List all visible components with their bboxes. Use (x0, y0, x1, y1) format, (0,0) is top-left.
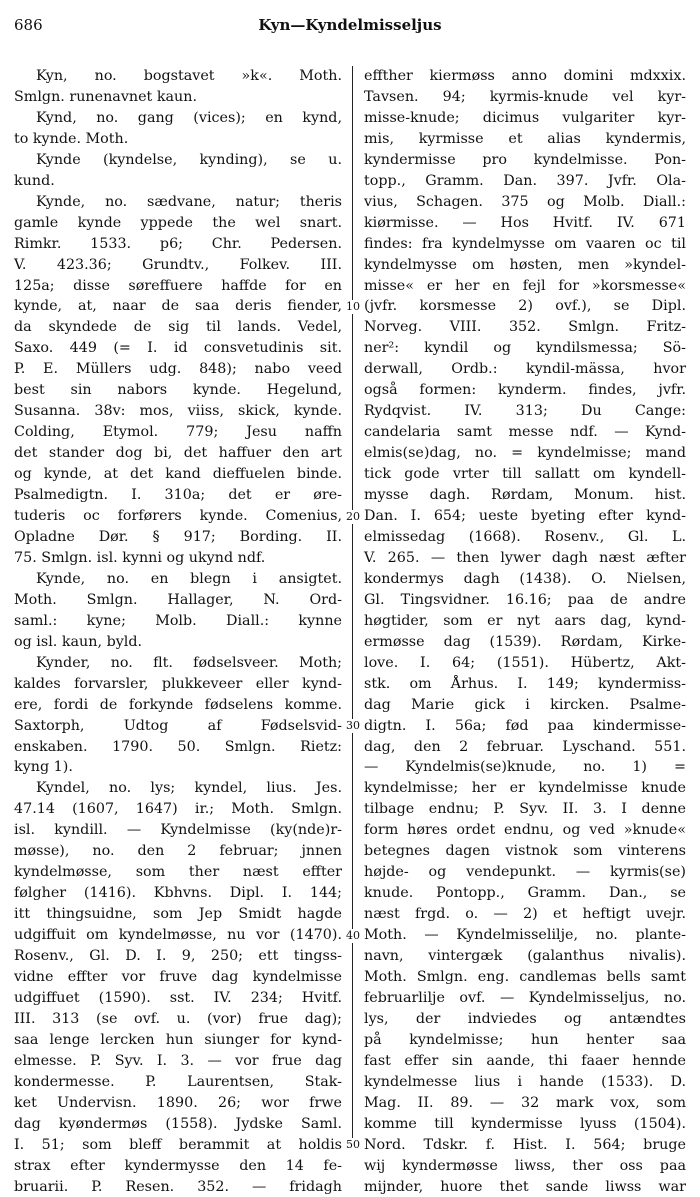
text-line: ner²: kyndil og kyndilsmessa; Sö- (364, 340, 686, 357)
text-line: dag Marie gick i kircken. Psalme- (364, 696, 686, 713)
text-line: ermøsse dag (1539). Rørdam, Kirke- (364, 633, 686, 650)
text-line: Rydqvist. IV. 313; Du Cange: (364, 403, 686, 420)
text-line: Tavsen. 94; kyrmis-knude vel kyr- (364, 88, 686, 105)
text-line: kyndelmisse; her er kyndelmisse knude (364, 780, 686, 797)
text-line: lys, der indviedes og antændtes (364, 1010, 686, 1027)
text-line: Saxo. 449 (= I. id consvetudinis sit. (14, 340, 342, 357)
text-line: wij kyndermøsse liwss, ther oss paa (364, 1157, 686, 1174)
text-line: Kynde, no. sædvane, natur; theris (36, 193, 342, 210)
text-line: kyndermisse pro kyndelmisse. Pon- (364, 151, 686, 168)
text-line: ere, fordi de forkynde fødselens komme. (14, 696, 342, 713)
text-line: ket Undervisn. 1890. 26; wor frwe (14, 1094, 342, 1111)
line-number: 40 (346, 928, 360, 942)
text-line: effther kiermøss anno domini mdxxix. (364, 68, 686, 84)
text-line: saml.: kyne; Molb. Diall.: kynne (14, 612, 342, 629)
text-line: Kynde, no. en blegn i ansigtet. (36, 570, 342, 587)
text-line: I. 51; som bleff berammit at holdis (14, 1136, 342, 1153)
text-line: mysse dagh. Rørdam, Monum. hist. (364, 487, 686, 504)
text-line: Kyn, no. bogstavet »k«. Moth. (36, 68, 342, 84)
text-line: kiørmisse. — Hos Hvitf. IV. 671 (364, 214, 686, 231)
left-column (14, 66, 342, 1197)
text-line: itt thingsuidne, som Jep Smidt hagde (14, 906, 342, 923)
text-line: Nord. Tdskr. f. Hist. I. 564; bruge (364, 1136, 686, 1153)
line-number: 20 (346, 509, 360, 523)
text-line: topp., Gramm. Dan. 397. Jvfr. Ola- (364, 172, 686, 189)
text-line: på kyndelmisse; hun henter saa (364, 1031, 686, 1048)
text-line: Saxtorph, Udtog af Fødselsvid- (14, 717, 342, 734)
text-line: Rimkr. 1533. p6; Chr. Pedersen. (14, 235, 342, 252)
text-line: vius, Schagen. 375 og Molb. Diall.: (364, 193, 686, 210)
text-line: Rosenv., Gl. D. I. 9, 250; ett tingss- (14, 948, 342, 965)
text-line: elmis(se)dag, no. = kyndelmisse; mand (364, 445, 686, 462)
text-line: enskaben. 1790. 50. Smlgn. Rietz: (14, 738, 342, 755)
text-line: tick gode vrter till sallatt om kyndell- (364, 466, 686, 483)
text-line: dag, den 2 februar. Lyschand. 551. (364, 738, 686, 755)
text-line: — Kyndelmis(se)knude, no. 1) = (364, 759, 686, 776)
text-line: dag kyøndermøs (1558). Jydske Saml. (14, 1115, 342, 1132)
text-line: V. 423.36; Grundtv., Folkev. III. (14, 256, 342, 273)
running-head: Kyn—Kyndelmisseljus (258, 16, 442, 34)
text-line: bruarii. P. Resen. 352. — fridagh (14, 1178, 342, 1195)
text-line: P. E. Müllers udg. 848); nabo veed (14, 361, 342, 378)
text-line: isl. kyndill. — Kyndelmisse (ky(nde)r- (14, 822, 342, 839)
text-line: Psalmedigtn. I. 310a; det er øre- (14, 487, 342, 504)
text-line: misse-knude; dicimus vulgariter kyr- (364, 109, 686, 126)
text-line: februarlilje ovf. — Kyndelmisseljus, no. (364, 989, 686, 1006)
text-line: 125a; disse søreffuere haffde for en (14, 277, 342, 294)
text-line: Moth. Smlgn. eng. candlemas bells samt (364, 968, 686, 985)
text-line: også formen: kynderm. findes, jvfr. (364, 382, 686, 399)
text-line: Gl. Tingsvidner. 16.16; paa de andre (364, 591, 686, 608)
text-line: da skyndede de sig til lands. Vedel, (14, 319, 342, 336)
text-line: V. 265. — then lywer dagh næst æfter (364, 549, 686, 566)
text-line: høgtider, som er nyt aars dag, kynd- (364, 612, 686, 629)
text-line: kyndelmysse om høsten, men »kyndel- (364, 256, 686, 273)
page-header (14, 16, 686, 40)
text-line: love. I. 64; (1551). Hübertz, Akt- (364, 654, 686, 671)
text-line: 75. Smlgn. isl. kynni og ukynd ndf. (14, 549, 266, 566)
right-column (364, 66, 686, 1197)
text-line: candelaria samt messe ndf. — Kynd- (364, 424, 686, 441)
text-line: gamle kynde yppede the wel snart. (14, 214, 342, 231)
line-number: 10 (346, 300, 360, 314)
text-line: knude. Pontopp., Gramm. Dan., se (364, 885, 686, 902)
text-line: tilbage endnu; P. Syv. II. 3. I denne (364, 801, 686, 818)
text-line: kund. (14, 172, 55, 189)
text-line: Kynd, no. gang (vices); en kynd, (36, 109, 342, 126)
text-line: Smlgn. runenavnet kaun. (14, 88, 197, 105)
text-line: Opladne Dør. § 917; Bording. II. (14, 528, 342, 545)
page-number: 686 (14, 16, 43, 34)
text-line: Moth. — Kyndelmisselilje, no. plante- (364, 927, 686, 944)
text-line: III. 313 (se ovf. u. (vor) frue dag); (14, 1010, 342, 1027)
text-line: to kynde. Moth. (14, 130, 129, 147)
text-line: Moth. Smlgn. Hallager, N. Ord- (14, 591, 342, 608)
text-line: kondermesse. P. Laurentsen, Stak- (14, 1073, 342, 1090)
text-line: stk. om Århus. I. 149; kyndermiss- (364, 675, 686, 692)
text-line: kyndelmesse lius i hande (1533). D. (364, 1073, 686, 1090)
text-line: og isl. kaun, byld. (14, 633, 143, 650)
text-line: (jvfr. korsmesse 2) ovf.), se Dipl. (364, 298, 686, 315)
text-line: højde- og vendepunkt. — kyrmis(se) (364, 864, 686, 881)
text-line: kyng 1). (14, 759, 73, 776)
text-line: fast effer sin aande, thi faaer hennde (364, 1052, 686, 1069)
text-line: og kynde, at det kand dieffuelen binde. (14, 466, 342, 483)
text-line: Kynder, no. flt. fødselsveer. Moth; (36, 654, 342, 671)
text-line: Susanna. 38v: mos, viiss, skick, kynde. (14, 403, 342, 420)
text-line: 47.14 (1607, 1647) ir.; Moth. Smlgn. (14, 801, 342, 818)
text-line: misse« er her en fejl for »korsmesse« (364, 277, 686, 294)
text-line: tuderis oc forførers kynde. Comenius, (14, 508, 342, 525)
text-line: best sin nabors kynde. Hegelund, (14, 382, 342, 399)
text-line: digtn. I. 56a; fød paa kindermisse- (364, 717, 686, 734)
text-line: næst frgd. o. — 2) et heftigt uvejr. (364, 906, 686, 923)
text-line: Norveg. VIII. 352. Smlgn. Fritz- (364, 319, 686, 336)
text-line: Mag. II. 89. — 32 mark vox, som (364, 1094, 686, 1111)
text-line: følgher (1416). Kbhvns. Dipl. I. 144; (14, 885, 342, 902)
text-line: kynde, at, naar de saa deris fiender, (14, 298, 342, 315)
text-line: det stander dog bi, det haffuer den art (14, 445, 342, 462)
text-line: kaldes forvarsler, plukkeveer eller kynd- (14, 675, 342, 692)
text-line: vidne effter vor fruve dag kyndelmisse (14, 968, 342, 985)
text-line: mis, kyrmisse et alias kyndermis, (364, 130, 686, 147)
text-line: findes: fra kyndelmysse om vaaren oc til (364, 235, 686, 252)
text-line: saa lenge lercken hun siunger for kynd- (14, 1031, 342, 1048)
text-line: navn, vintergæk (galanthus nivalis). (364, 948, 686, 965)
text-line: udgiffuit om kyndelmøsse, nu vor (1470). (14, 927, 342, 944)
text-line: derwall, Ordb.: kyndil-mässa, hvor (364, 361, 686, 378)
line-number: 30 (346, 719, 360, 733)
text-line: elmissedag (1668). Rosenv., Gl. L. (364, 528, 686, 545)
text-line: Dan. I. 654; ueste byeting efter kynd- (364, 508, 686, 525)
text-line: Colding, Etymol. 779; Jesu naffn (14, 424, 342, 441)
text-line: udgiffuet (1590). sst. IV. 234; Hvitf. (14, 989, 342, 1006)
line-number: 50 (346, 1138, 360, 1152)
column-divider (352, 66, 353, 1146)
text-line: møsse), no. den 2 februar; jnnen (14, 843, 342, 860)
text-line: elmesse. P. Syv. I. 3. — vor frue dag (14, 1052, 342, 1069)
text-line: betegnes dagen vistnok som vinterens (364, 843, 686, 860)
text-line: strax efter kyndermysse den 14 fe- (14, 1157, 342, 1174)
text-line: komme till kyndermisse lyuss (1504). (364, 1115, 686, 1132)
text-line: kyndelmøsse, som ther næst effter (14, 864, 342, 881)
text-line: kondermys dagh (1438). O. Nielsen, (364, 570, 686, 587)
text-line: mijnder, huore thet sande liwss war (364, 1178, 686, 1195)
text-line: form høres ordet endnu, og ved »knude« (364, 822, 686, 839)
text-line: Kyndel, no. lys; kyndel, lius. Jes. (36, 780, 342, 797)
text-line: Kynde (kyndelse, kynding), se u. (36, 151, 342, 168)
